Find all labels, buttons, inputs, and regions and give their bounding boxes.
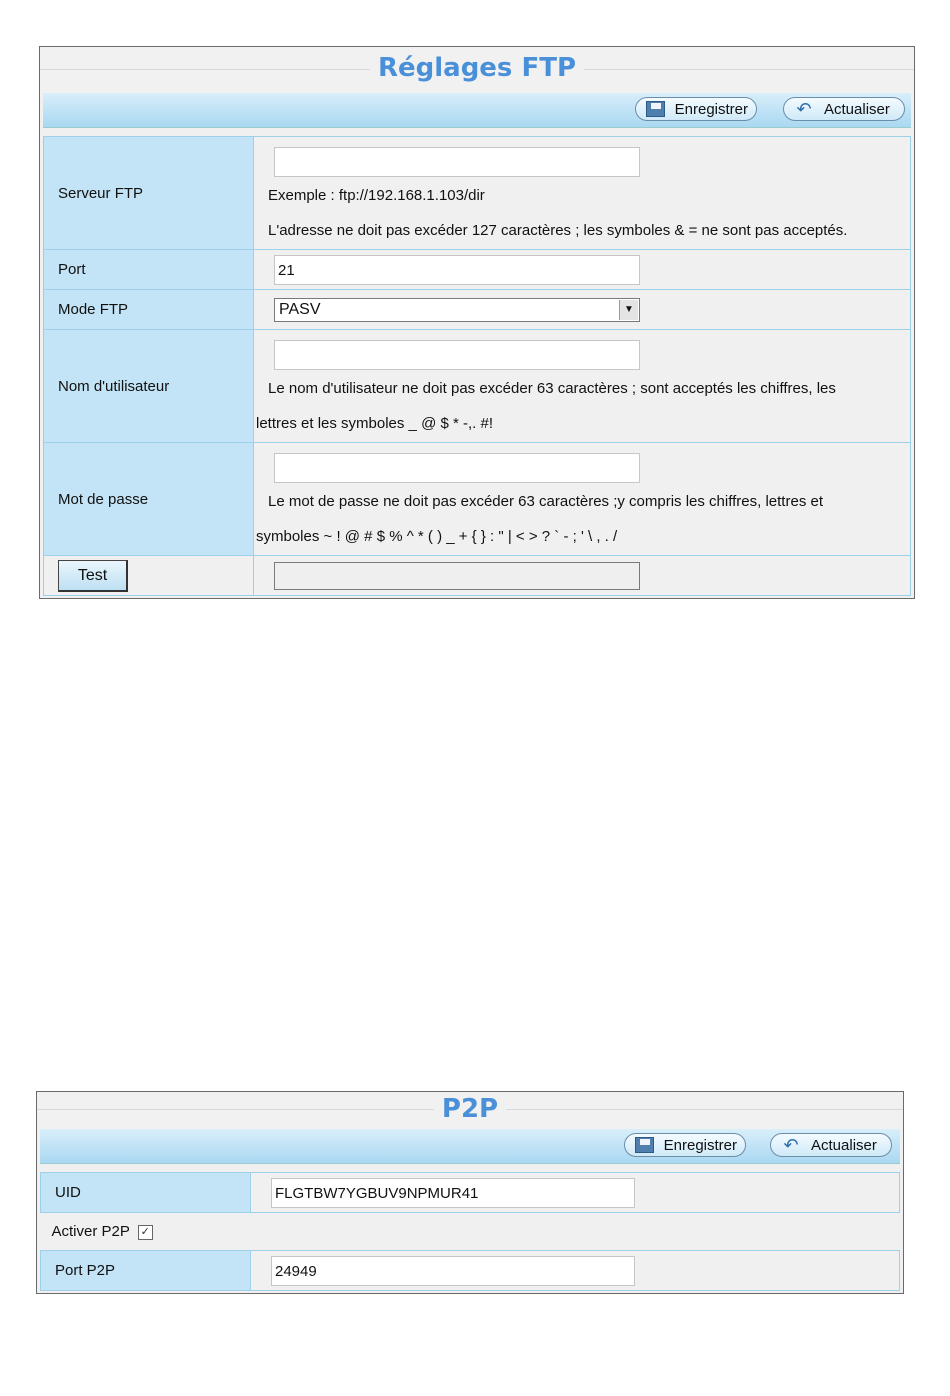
p2p-uid-input[interactable]: FLGTBW7YGBUV9NPMUR41	[271, 1178, 635, 1208]
ftp-port-cell	[254, 250, 911, 290]
ftp-server-label: Serveur FTP	[44, 137, 254, 250]
ftp-port-row	[44, 250, 911, 290]
p2p-uid-row	[41, 1173, 900, 1213]
ftp-page-title: Réglages FTP	[40, 53, 914, 83]
ftp-test-row	[44, 556, 911, 596]
ftp-server-row	[44, 137, 911, 250]
ftp-server-hint: L'adresse ne doit pas excéder 127 caractères ; les symboles & = ne sont pas acceptés.	[268, 222, 848, 239]
p2p-enable-cell	[41, 1213, 900, 1251]
ftp-password-hint-1: Le mot de passe ne doit pas excéder 63 caractères ;y compris les chiffres, lettres et	[268, 493, 823, 510]
ftp-password-cell	[254, 443, 911, 556]
ftp-username-hint-1: Le nom d'utilisateur ne doit pas excéder 63 caractères ; sont acceptés les chiffres, les	[268, 380, 836, 397]
ftp-username-row	[44, 330, 911, 443]
test-result-box	[274, 562, 640, 590]
save-button-label: Enregistrer	[674, 100, 748, 118]
p2p-toolbar	[40, 1129, 900, 1164]
ftp-mode-cell	[254, 290, 911, 330]
ftp-save-button[interactable]	[635, 97, 757, 121]
ftp-mode-selected: PASV	[279, 300, 321, 318]
p2p-page-title: P2P	[37, 1094, 903, 1124]
ftp-port-input[interactable]: 21	[274, 255, 640, 285]
ftp-mode-row	[44, 290, 911, 330]
p2p-enable-checkbox[interactable]	[138, 1225, 153, 1240]
p2p-uid-cell	[251, 1173, 900, 1213]
ftp-server-input[interactable]	[274, 147, 640, 177]
chevron-down-icon[interactable]: ▼	[619, 300, 638, 320]
ftp-username-label: Nom d'utilisateur	[44, 330, 254, 443]
p2p-form	[40, 1172, 900, 1291]
p2p-port-row	[41, 1251, 900, 1291]
p2p-refresh-button[interactable]	[770, 1133, 892, 1157]
ftp-test-cell	[44, 556, 254, 596]
ftp-server-example: Exemple : ftp://192.168.1.103/dir	[268, 187, 485, 204]
test-button[interactable]: Test	[58, 560, 128, 592]
ftp-toolbar	[43, 93, 911, 128]
p2p-port-cell	[251, 1251, 900, 1291]
ftp-username-cell	[254, 330, 911, 443]
p2p-port-label: Port P2P	[41, 1251, 251, 1291]
save-button-label: Enregistrer	[663, 1136, 737, 1154]
ftp-refresh-button[interactable]	[783, 97, 905, 121]
p2p-save-button[interactable]	[624, 1133, 746, 1157]
ftp-username-input[interactable]	[274, 340, 640, 370]
checkmark-icon: ✓	[140, 1225, 150, 1238]
ftp-title-bar	[40, 47, 914, 93]
save-icon	[646, 101, 665, 117]
refresh-button-label: Actualiser	[824, 100, 890, 118]
refresh-icon: ↶	[783, 1135, 799, 1155]
ftp-port-label: Port	[44, 250, 254, 290]
ftp-password-hint-2: symboles ~ ! @ # $ % ^ * ( ) _ + { } : " | < > ? ` - ; ' \ , . /	[256, 528, 618, 545]
p2p-port-input[interactable]: 24949	[271, 1256, 635, 1286]
ftp-password-row	[44, 443, 911, 556]
ftp-mode-select[interactable]	[274, 298, 640, 322]
p2p-settings-panel	[36, 1091, 904, 1294]
p2p-enable-label: Activer P2P	[51, 1223, 130, 1240]
ftp-form	[43, 136, 911, 596]
ftp-server-cell	[254, 137, 911, 250]
p2p-title-bar	[37, 1092, 903, 1129]
refresh-button-label: Actualiser	[811, 1136, 877, 1154]
p2p-enable-row	[41, 1213, 900, 1251]
save-icon	[635, 1137, 654, 1153]
ftp-mode-label: Mode FTP	[44, 290, 254, 330]
refresh-icon: ↶	[796, 99, 812, 119]
ftp-username-hint-2: lettres et les symboles _ @ $ * -,. #!	[256, 415, 493, 432]
ftp-settings-panel	[39, 46, 915, 599]
p2p-uid-label: UID	[41, 1173, 251, 1213]
ftp-password-input[interactable]	[274, 453, 640, 483]
ftp-password-label: Mot de passe	[44, 443, 254, 556]
ftp-test-result-cell	[254, 556, 911, 596]
